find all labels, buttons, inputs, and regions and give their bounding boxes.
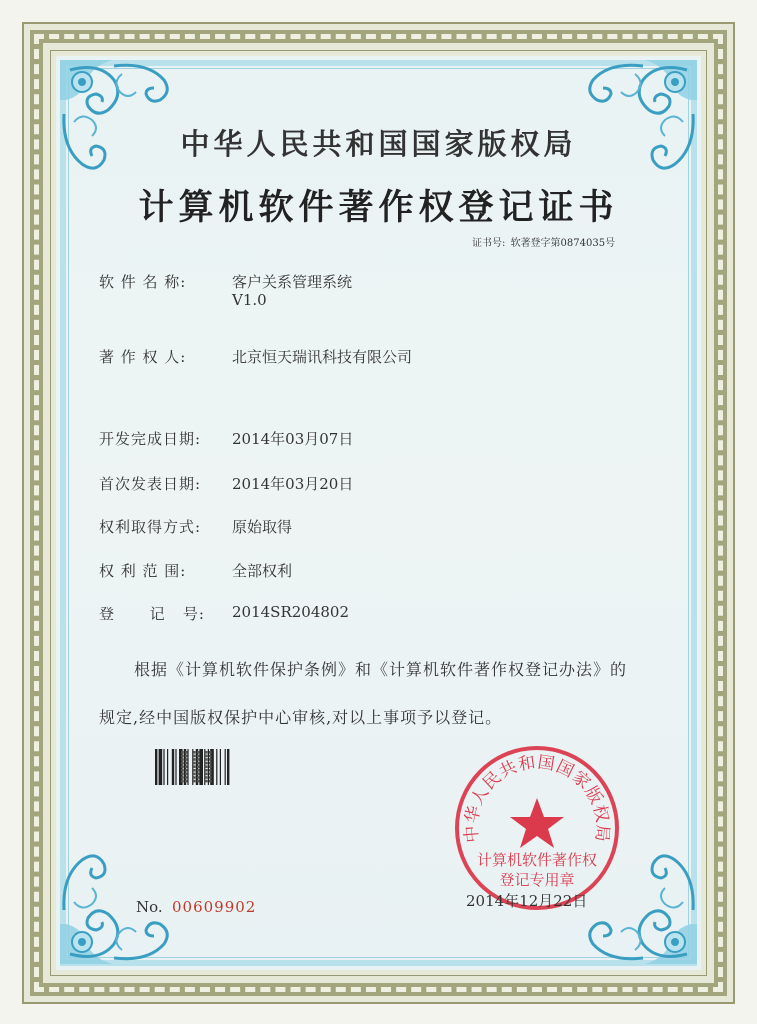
barcode-dot	[197, 776, 200, 779]
issuer-title: 中华人民共和国国家版权局	[180, 127, 577, 161]
official-seal	[452, 743, 622, 913]
barcode-dot	[185, 769, 188, 772]
serial-number-value: 00609902	[172, 898, 257, 916]
barcode-bar	[220, 749, 221, 785]
barcode-bar	[163, 749, 164, 785]
field-value-software-name: 客户关系管理系统	[232, 273, 353, 291]
certificate-title: 计算机软件著作权登记证书	[138, 187, 619, 228]
seal-inner-line-2: 登记专用章	[499, 871, 575, 889]
barcode-dot	[181, 758, 184, 761]
barcode-bar	[172, 749, 174, 785]
barcode-dot	[185, 780, 188, 783]
barcode-dot	[193, 780, 196, 783]
barcode-bar	[199, 749, 203, 785]
barcode-dot	[181, 780, 184, 783]
barcode-dot	[209, 755, 212, 758]
barcode-dot	[205, 773, 208, 776]
barcode-dot	[209, 762, 212, 765]
seal-star-icon	[510, 798, 564, 848]
barcode-dot	[185, 751, 188, 754]
barcode-dot	[197, 780, 200, 783]
barcode-dot	[185, 773, 188, 776]
barcode-bar	[155, 749, 157, 785]
barcode-bar	[159, 749, 163, 785]
barcode-dot	[205, 755, 208, 758]
barcode-dot	[193, 765, 196, 768]
barcode-dot	[197, 762, 200, 765]
barcode-dot	[205, 762, 208, 765]
barcode-bar	[227, 749, 229, 785]
field-label-acquisition-method: 权利取得方式:	[99, 518, 202, 536]
barcode-dot	[205, 751, 208, 754]
barcode-dot	[185, 758, 188, 761]
barcode-bar	[167, 749, 168, 785]
barcode-dot	[209, 751, 212, 754]
barcode-dot	[193, 751, 196, 754]
barcode-dot	[209, 776, 212, 779]
barcode-dot	[193, 755, 196, 758]
field-label-copyright-owner: 著 作 权 人:	[99, 348, 187, 366]
barcode-dot	[185, 755, 188, 758]
field-label-registration-number: 登 记 号:	[99, 605, 205, 623]
barcode-dot	[205, 769, 208, 772]
barcode-dot	[209, 758, 212, 761]
barcode-dot	[197, 758, 200, 761]
barcode-dot	[209, 780, 212, 783]
barcode-bar	[208, 749, 209, 785]
barcode-dot	[197, 765, 200, 768]
field-label-completion-date: 开发完成日期:	[99, 430, 202, 448]
barcode-dot	[181, 769, 184, 772]
barcode-dot	[181, 755, 184, 758]
barcode-dot	[181, 776, 184, 779]
barcode-dot	[185, 765, 188, 768]
seal-outer-text: 中华人民共和国国家版权局	[461, 752, 613, 844]
field-label-publish-date: 首次发表日期:	[99, 475, 202, 493]
barcode-dot	[193, 773, 196, 776]
field-value-acquisition-method: 原始取得	[232, 518, 293, 536]
barcode-dot	[185, 762, 188, 765]
serial-number-label: No.	[136, 898, 163, 916]
barcode-dot	[181, 765, 184, 768]
certificate-number-label: 证书号:	[472, 238, 506, 249]
barcode-bar	[225, 749, 226, 785]
barcode-dot	[181, 773, 184, 776]
field-value-rights-scope: 全部权利	[232, 562, 293, 580]
barcode-dot	[205, 758, 208, 761]
barcode-dot	[193, 769, 196, 772]
barcode-dot	[197, 773, 200, 776]
certificate-number	[470, 234, 615, 249]
barcode-dot	[209, 773, 212, 776]
barcode-bar	[175, 749, 176, 785]
barcode-dot	[197, 755, 200, 758]
barcode-dot	[185, 776, 188, 779]
certificate-number-value: 软著登字第0874035号	[510, 238, 616, 249]
barcode-icon	[155, 749, 263, 785]
barcode-dot	[193, 776, 196, 779]
barcode-dot	[205, 780, 208, 783]
body-paragraph-line-2: 规定,经中国版权保护中心审核,对以上事项予以登记。	[99, 708, 503, 727]
barcode-dot	[181, 762, 184, 765]
barcode-dot	[197, 751, 200, 754]
seal-inner-line-1: 计算机软件著作权	[476, 851, 598, 869]
barcode-dot	[205, 765, 208, 768]
barcode-dot	[209, 765, 212, 768]
field-value-completion-date: 2014年03月07日	[232, 430, 354, 448]
field-value-registration-number: 2014SR204802	[232, 603, 350, 621]
barcode-dot	[205, 776, 208, 779]
field-value-publish-date: 2014年03月20日	[232, 475, 354, 493]
barcode-dot	[193, 758, 196, 761]
field-label-rights-scope: 权 利 范 围:	[99, 562, 187, 580]
field-value-copyright-owner: 北京恒天瑞讯科技有限公司	[232, 348, 413, 366]
field-label-software-name: 软 件 名 称:	[99, 273, 187, 291]
body-paragraph-line-1: 根据《计算机软件保护条例》和《计算机软件著作权登记办法》的	[134, 660, 628, 679]
barcode-dot	[197, 769, 200, 772]
barcode-dot	[209, 769, 212, 772]
barcode-dot	[181, 751, 184, 754]
field-value-software-version: V1.0	[232, 291, 267, 309]
issue-date: 2014年12月22日	[466, 892, 588, 910]
barcode-bar	[216, 749, 217, 785]
barcode-dot	[193, 762, 196, 765]
